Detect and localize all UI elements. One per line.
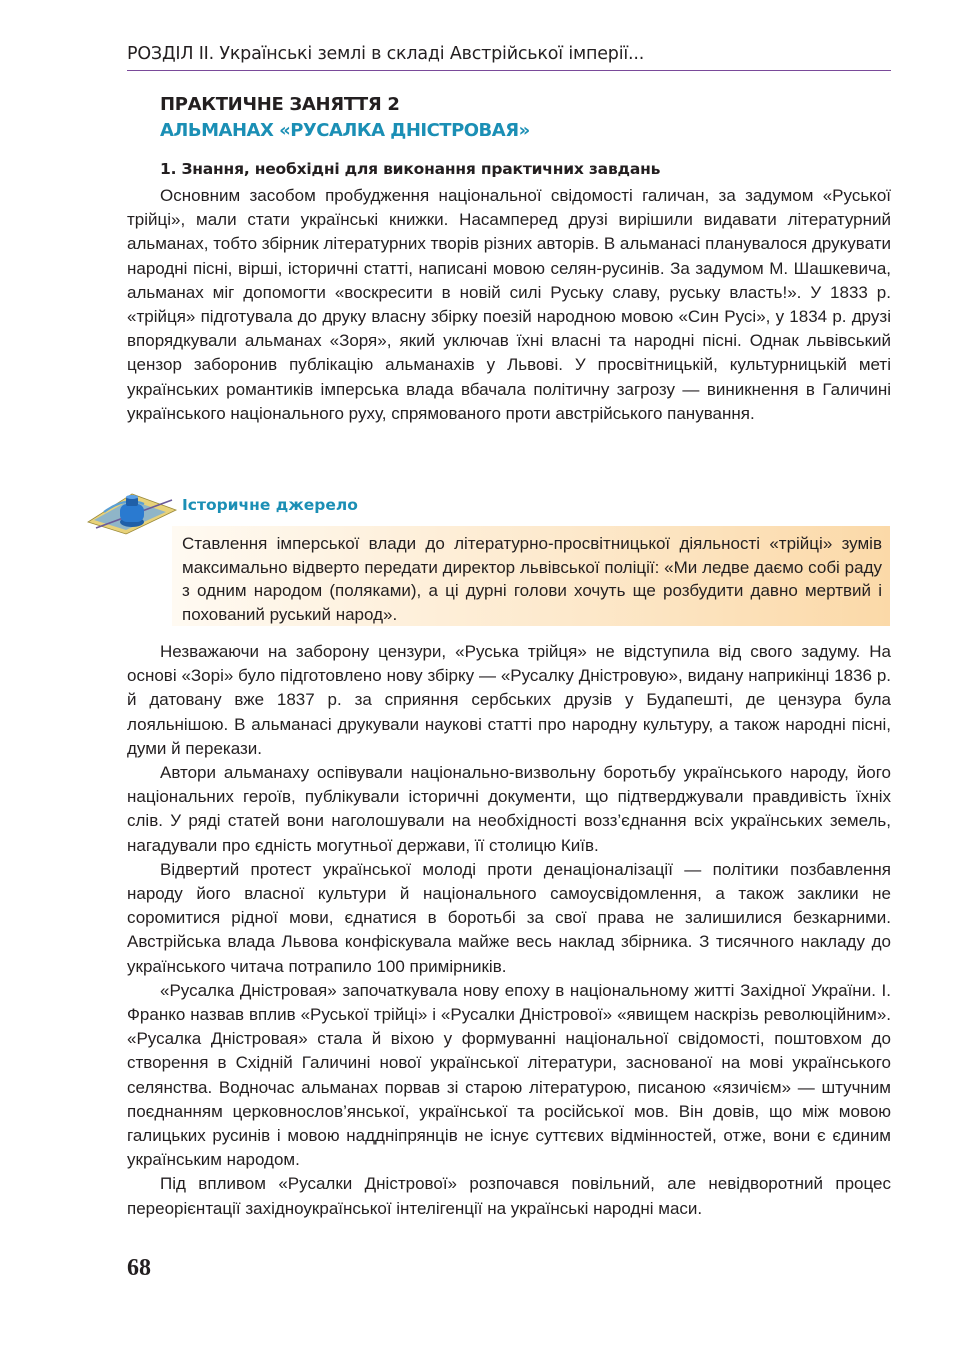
paragraph: Автори альманаху оспівували національно-визвольну боротьбу українського народу, його національних героїв, публікували історичні документи, що підтверджували правдивість їхніх слів. У ряді статей вони наголошували на необхідності возз’єднання всіх українських земель, нагадували про єдність могутньої держави, її столицю Київ. bbox=[127, 763, 891, 855]
page-number: 68 bbox=[127, 1255, 151, 1281]
paragraph: Незважаючи на заборону цензури, «Руська трійця» не відступила від свого задуму. На основі «Зорі» було підготовлено нову збірку — «Русалку Дністровую», видану наприкінці 1836 р. й датовану вже 1837 р. за сприяння сербських друзів у Будапешті, де цензура була лояльнішою. В альманасі друкували наукові статті про народну культуру, а також народні пісні, думи й перекази. bbox=[127, 642, 891, 758]
lesson-subtitle: АЛЬМАНАХ «РУСАЛКА ДНІСТРОВАЯ» bbox=[160, 120, 530, 141]
section1-text bbox=[127, 184, 891, 426]
lesson-title: ПРАКТИЧНЕ ЗАНЯТТЯ 2 bbox=[160, 94, 400, 115]
paragraph: Під впливом «Русалки Дністрової» розпочався повільний, але невідворотний процес переорієнтації західноукраїнської інтелігенції на українські народні маси. bbox=[127, 1174, 891, 1218]
lesson-titles bbox=[160, 92, 530, 144]
section2-text bbox=[127, 640, 891, 1221]
inkwell-quill-icon bbox=[86, 488, 178, 536]
section-heading: 1. Знання, необхідні для виконання практичних завдань bbox=[160, 160, 661, 178]
paragraph: Відвертий протест української молоді проти денаціоналізації — політики позбавлення народу його власної культури й національного самоусвідомлення, а також заклики не соромитися рідної мови, єднатися в боротьбі за свої права не залишилися безкарними. Австрійська влада Львова конфіскувала майже весь наклад збірника. З тисячного накладу до українського читача потрапило 100 примірників. bbox=[127, 859, 891, 976]
running-head: РОЗДІЛ II. Українські землі в складі Австрійської імперії... bbox=[127, 44, 891, 71]
paragraph: «Русалка Дністровая» започаткувала нову епоху в національному житті Західної України. І. Франко назвав вплив «Руської трійці» і «Русалки Дністрової» «явищем наскрізь революційним». «Русалка Дністровая» стала й віхою у формуванні національної свідомості, поштовхом до створення в Східній Галичині нової української літератури, заснованої на мові українського селянства. Водночас альманах порвав зі старою літературою, писаною «язичієм» — штучним поєднанням церковнослов’янської, української та російської мов. Він довів, що між мовою галицьких русинів і мовою наддніпрянців не існує суттєвих відмінностей, отже, вони є єдиним українським народом. bbox=[127, 980, 891, 1170]
historical-source-text: Ставлення імперської влади до літературно-просвітницької діяльності «трійці» зумів максимально відверто передати директор львівської поліції: «Ми ледве даємо собі раду з одним народом (поляками), а ці дурні голови хочуть ще розбудити давно мертвий і похований руський народ». bbox=[182, 534, 882, 624]
paragraph: Основним засобом пробудження національної свідомості галичан, за задумом «Руської трійці», мали стати українські книжки. Насамперед друзі вирішили видавати літературний альманах, тобто збірник літературних творів різних авторів. В альманасі планувалося друкувати народні пісні, вірші, історичні статті, написані мовою селян-русинів. За задумом М. Шашкевича, альманах міг допомогти «воскресити в новій силі Руську славу, руську власть!». У 1833 р. «трійця» підготувала до друку власну збірку поезій народною мовою «Син Русі», у 1834 р. друзі впорядкували альманах «Зоря», який уключав їхні власні та народні пісні. Однак львівський цензор заборонив публікацію альманахів у Львові. У просвітницькій, культурницькій меті українських романтиків імперська влада вбачала політичну загрозу — виникнення в Галичині українського національного руху, спрямованого проти австрійського панування. bbox=[127, 186, 891, 423]
historical-source-label: Історичне джерело bbox=[182, 496, 358, 514]
